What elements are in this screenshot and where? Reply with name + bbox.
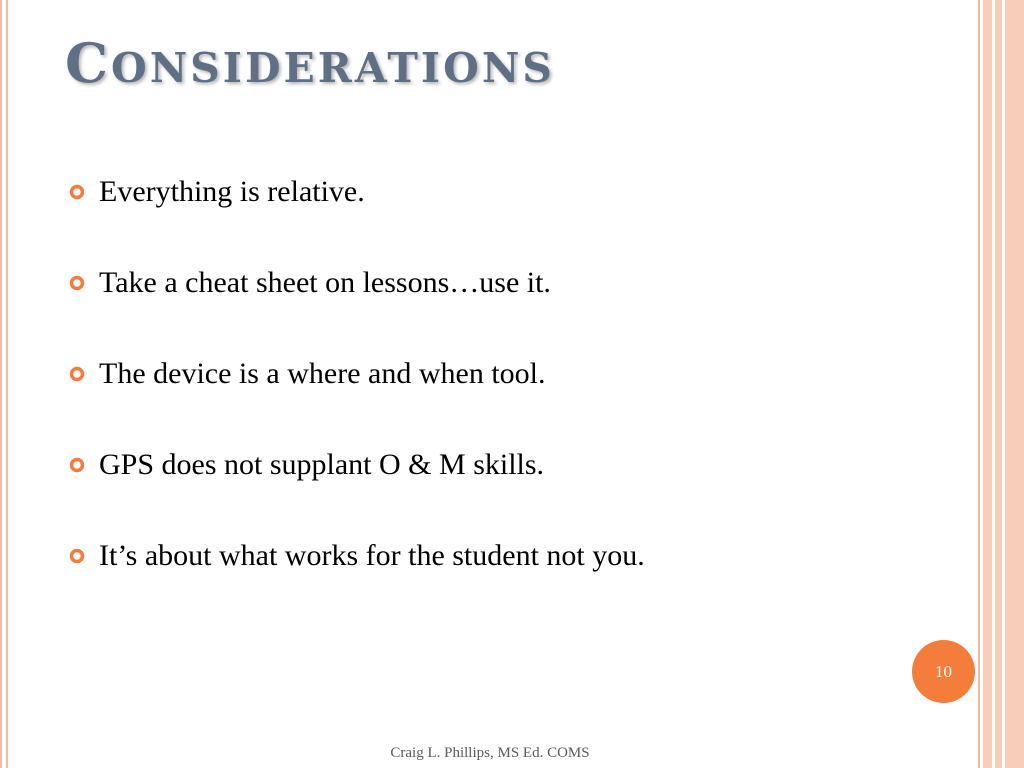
page-number-badge: [912, 640, 975, 703]
bullet-text: The device is a where and when tool.: [99, 357, 546, 390]
bullet-item: [68, 532, 645, 623]
page-number: 10: [935, 661, 952, 681]
ring-bullet-icon: [68, 456, 86, 474]
footer-text: Craig L. Phillips, MS Ed. COMS: [390, 745, 590, 761]
ring-bullet-icon: [68, 365, 86, 383]
bullet-text: Take a cheat sheet on lessons…use it.: [99, 266, 551, 299]
bullet-item: [68, 441, 645, 532]
slide-title-initial: C: [65, 31, 111, 95]
bullet-text: It’s about what works for the student not you.: [99, 539, 645, 572]
left-border-line: [6, 0, 8, 768]
bullet-item: [68, 350, 645, 441]
bullet-text: GPS does not supplant O & M skills.: [99, 448, 545, 481]
bullet-item: [68, 168, 645, 259]
bullet-text: Everything is relative.: [99, 175, 365, 208]
ring-bullet-icon: [68, 183, 86, 201]
right-border-band: [995, 0, 1002, 768]
bullet-list: [68, 168, 645, 623]
right-border-line: [978, 0, 980, 768]
ring-bullet-icon: [68, 274, 86, 292]
slide-title-rest: ONSIDERATIONS: [110, 44, 555, 92]
ring-bullet-icon: [68, 547, 86, 565]
left-border-line: [0, 0, 2, 768]
bullet-item: [68, 259, 645, 350]
right-border-band: [983, 0, 992, 768]
right-border-band: [1005, 0, 1024, 768]
slide-title: [65, 31, 555, 95]
